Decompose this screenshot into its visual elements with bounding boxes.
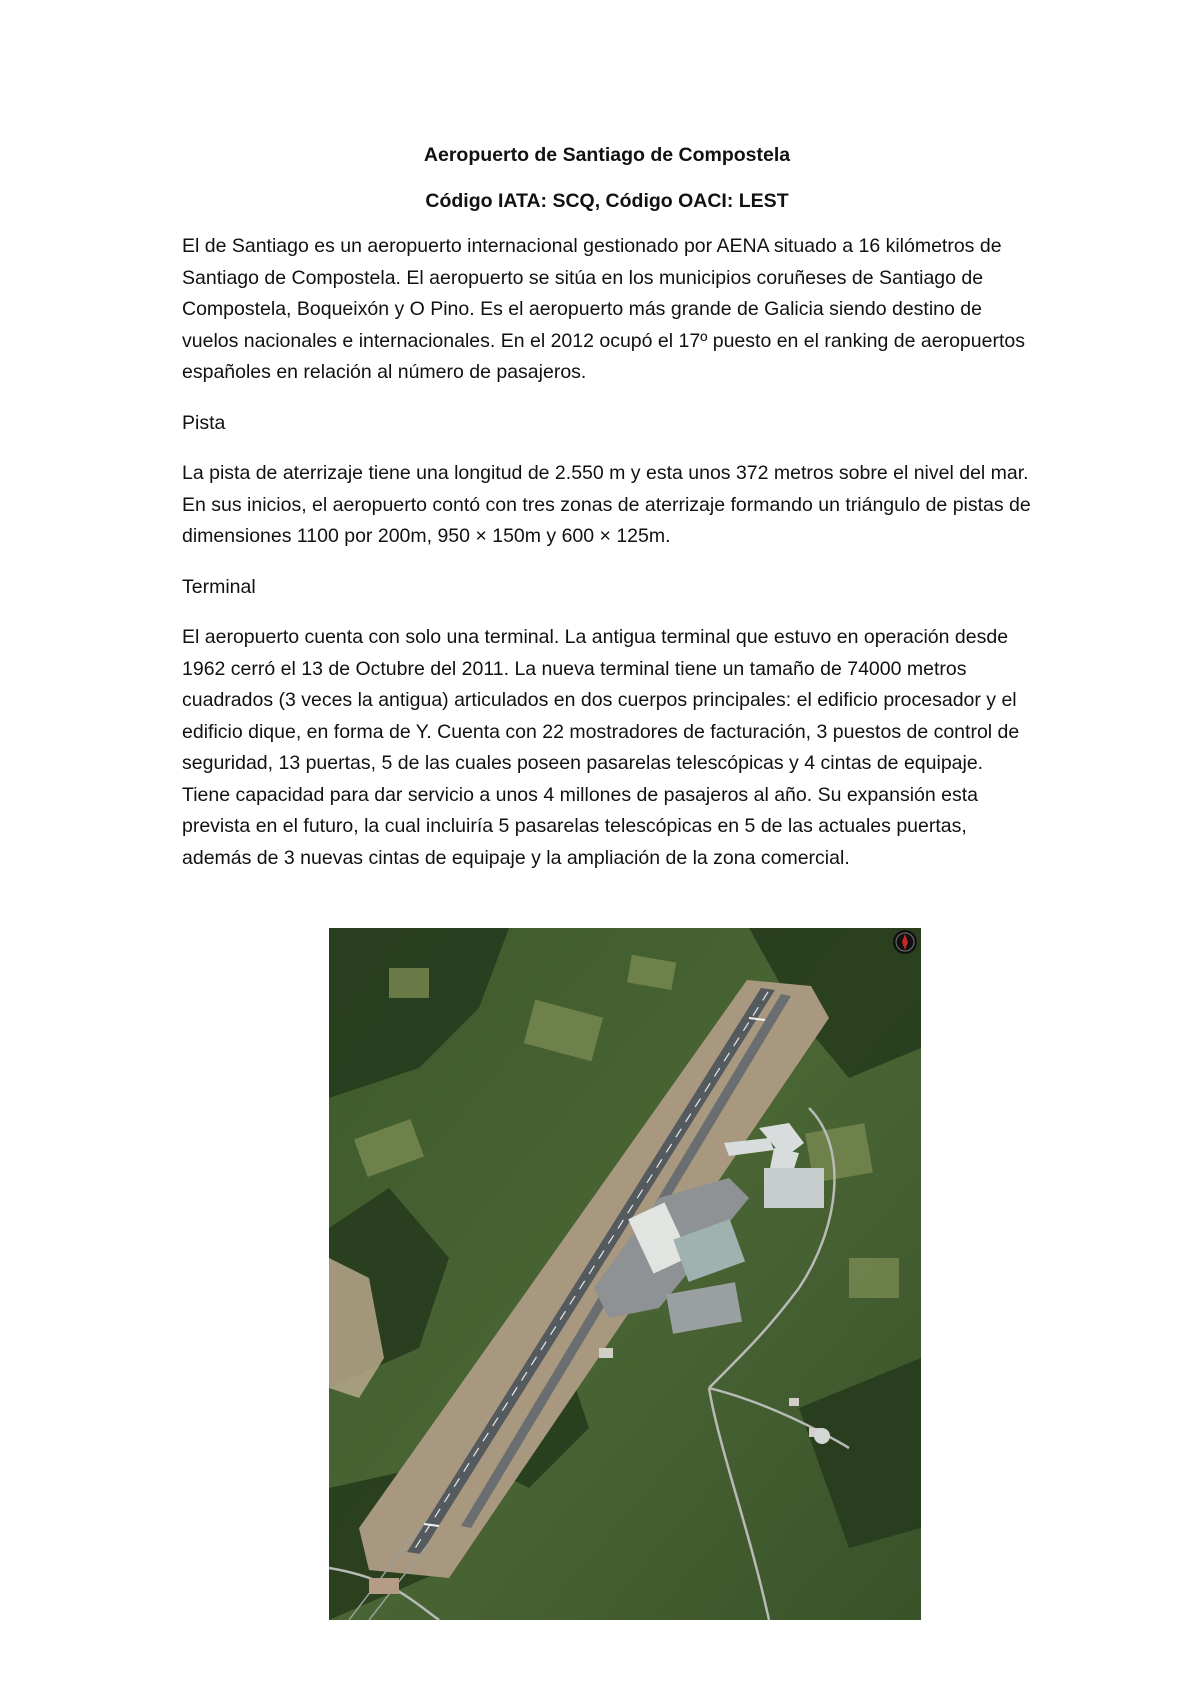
runway-paragraph: La pista de aterrizaje tiene una longitud de 2.550 m y esta unos 372 metros sobre el nivel del mar. En sus inicios, el aeropuerto contó con tres zonas de aterrizaje formando un triángulo de pistas de dimensiones 1100 por 200m, 950 × 150m y 600 × 125m. — [182, 462, 1031, 547]
section-heading-terminal: Terminal — [182, 575, 256, 598]
airport-aerial-photo — [329, 928, 921, 1620]
compass-icon — [893, 930, 917, 954]
terminal-paragraph: El aeropuerto cuenta con solo una terminal. La antigua terminal que estuvo en operación desde 1962 cerró el 13 de Octubre del 2011. La nueva terminal tiene un tamaño de 74000 metros cuadrados (3 veces la antigua) articulados en dos cuerpos principales: el edificio procesador y el edificio dique, en forma de Y. Cuenta con 22 mostradores de facturación, 3 puestos de control de seguridad, 13 puertas, 5 de las cuales poseen pasarelas telescópicas y 4 cintas de equipaje. Tiene capacidad para dar servicio a unos 4 millones de pasajeros al año. Su expansión esta prevista en el futuro, la cual incluiría 5 pasarelas telescópicas en 5 de las actuales puertas, además de 3 nuevas cintas de equipaje y la ampliación de la zona comercial. — [182, 626, 1020, 869]
document-body — [182, 140, 1032, 893]
document-title: Aeropuerto de Santiago de Compostela — [423, 144, 791, 166]
intro-paragraph: El de Santiago es un aeropuerto internacional gestionado por AENA situado a 16 kilómetros de Santiago de Compostela. El aeropuerto se sitúa en los municipios coruñeses de Santiago de Compostela, Boqueixón y O Pino. Es el aeropuerto más grande de Galicia siendo destino de vuelos nacionales e internacionales. En el 2012 ocupó el 17º puesto en el ranking de aeropuertos españoles en relación al número de pasajeros. — [182, 235, 1025, 383]
airport-codes: Código IATA: SCQ, Código OACI: LEST — [425, 189, 789, 212]
section-heading-runway: Pista — [182, 411, 226, 434]
